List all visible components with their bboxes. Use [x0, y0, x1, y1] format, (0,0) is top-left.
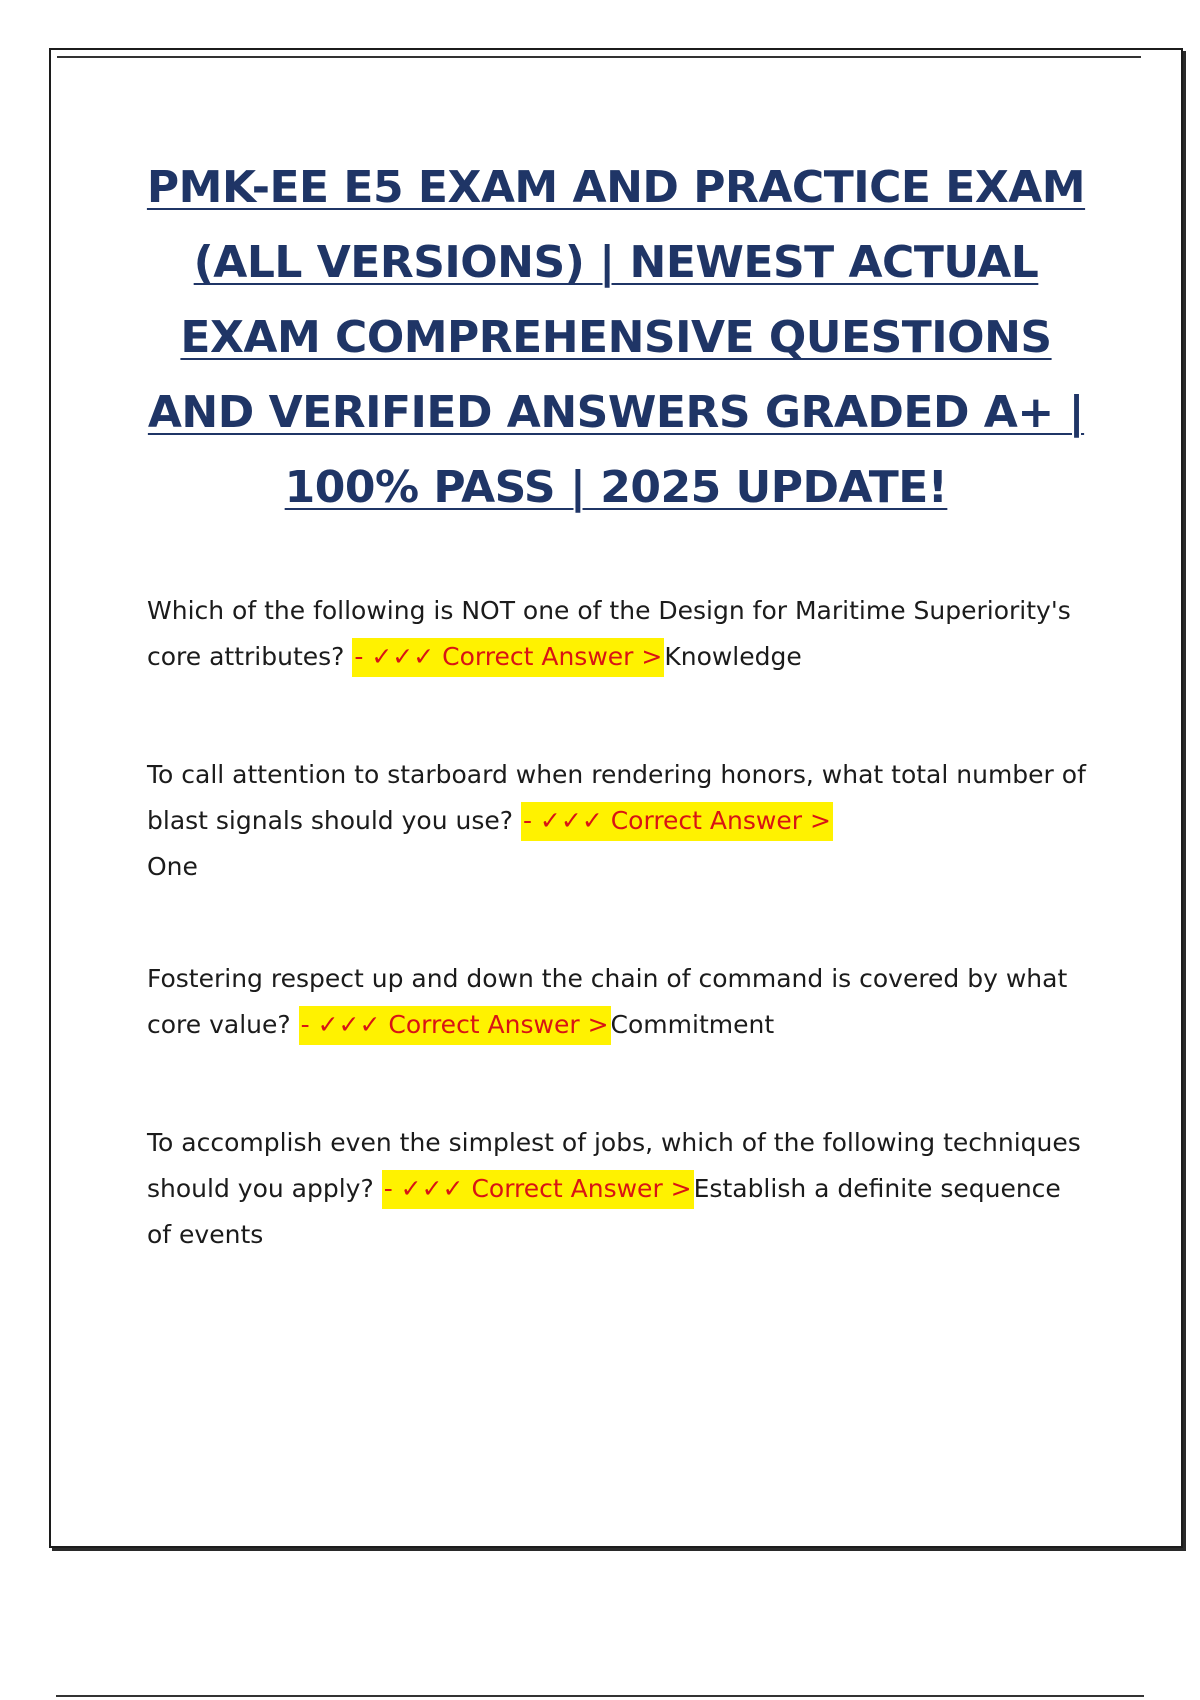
document-title: PMK-EE E5 EXAM AND PRACTICE EXAM (ALL VERSIONS) | NEWEST ACTUAL EXAM COMPREHENSIVE QUESTIONS AND VERIFIED ANSWERS GRADED A+ | 100% PASS | 2025 UPDATE! — [146, 162, 1086, 513]
answer-text: Knowledge — [664, 642, 802, 671]
document-page — [49, 48, 1183, 1548]
correct-answer-marker: - ✓✓✓ Correct Answer > — [299, 1006, 611, 1045]
top-rule — [57, 56, 1141, 58]
bottom-rule — [56, 1695, 1144, 1697]
correct-answer-marker: - ✓✓✓ Correct Answer > — [352, 638, 664, 677]
question-item — [147, 752, 1091, 890]
question-item — [147, 956, 1091, 1048]
question-item — [147, 1120, 1091, 1258]
question-text: Which of the following is NOT one of the Design for Maritime Superiority's core attributes? — [147, 596, 1071, 671]
answer-text: Establish a definite sequence of events — [147, 1174, 1061, 1249]
question-text: To accomplish even the simplest of jobs, which of the following techniques should you apply? — [147, 1128, 1081, 1203]
answer-text: Commitment — [610, 1010, 775, 1039]
question-item — [147, 588, 1091, 680]
correct-answer-marker: - ✓✓✓ Correct Answer > — [521, 802, 833, 841]
question-text: To call attention to starboard when rendering honors, what total number of blast signals should you use? — [147, 760, 1086, 835]
correct-answer-marker: - ✓✓✓ Correct Answer > — [382, 1170, 694, 1209]
answer-text: One — [147, 852, 198, 881]
question-text: Fostering respect up and down the chain of command is covered by what core value? — [147, 964, 1068, 1039]
question-list — [147, 588, 1091, 1330]
